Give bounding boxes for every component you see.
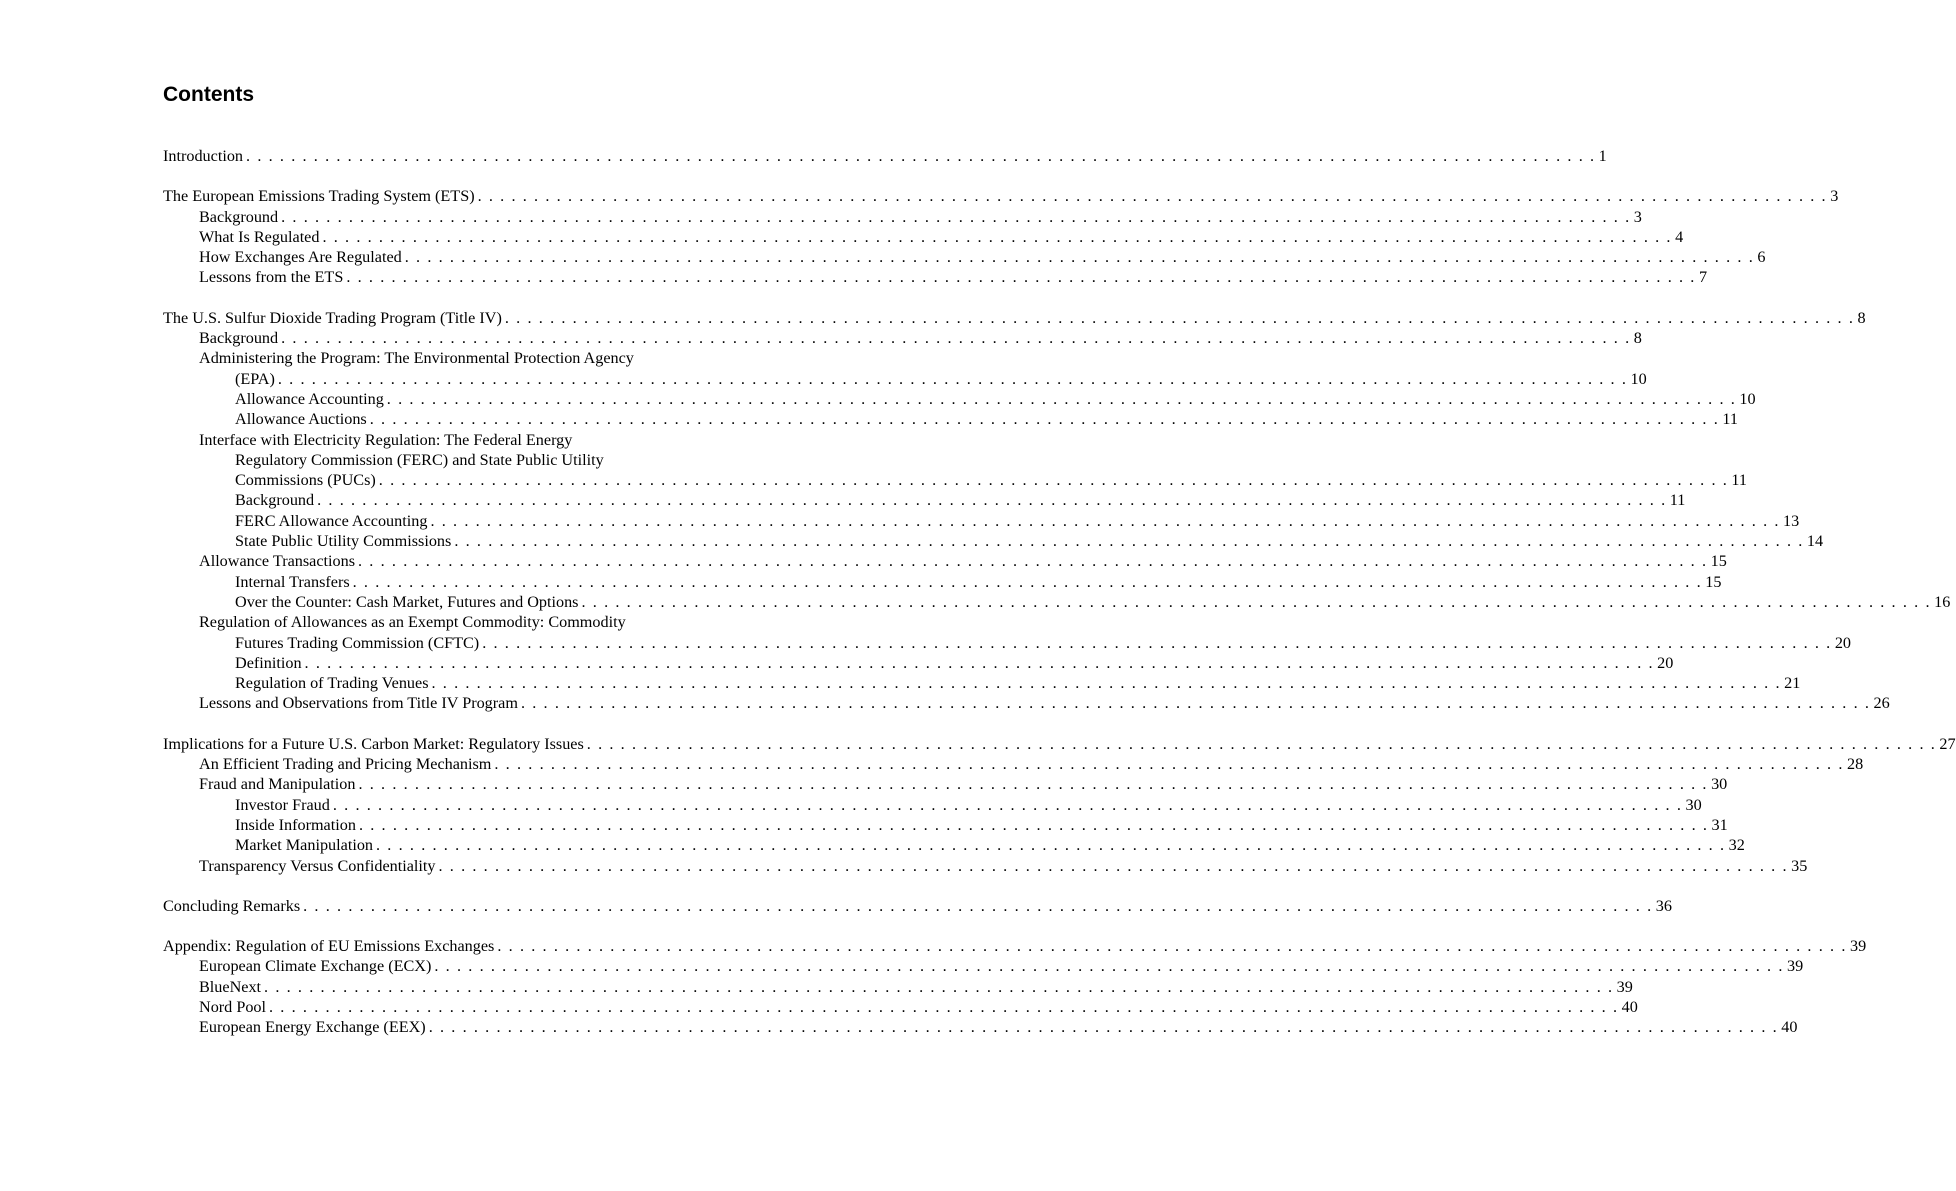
toc-entry-title: Definition xyxy=(235,653,302,672)
toc-section xyxy=(163,936,1867,1037)
toc-entry[interactable] xyxy=(163,673,1801,693)
toc-dot-leader: . . . . . . . . . . . . . . . . . . . . . . . . . . . . . . . . . . . . . . . . . . . . . . . . . . . . . . . . . . . . . . . . . . . . . . . . . . . . . . . . . . . . . . . . . . . . . . . . . . . . . . . . . . . . . . . . . . . . . . . . xyxy=(352,572,1703,591)
toc-dot-leader: . . . . . . . . . . . . . . . . . . . . . . . . . . . . . . . . . . . . . . . . . . . . . . . . . . . . . . . . . . . . . . . . . . . . . . . . . . . . . . . . . . . . . . . . . . . . . . . . . . . . . . . . . . . . . . . . . . . . . . . . xyxy=(504,308,1855,327)
toc-entry-title: An Efficient Trading and Pricing Mechanism xyxy=(199,755,492,774)
toc-dot-leader: . . . . . . . . . . . . . . . . . . . . . . . . . . . . . . . . . . . . . . . . . . . . . . . . . . . . . . . . . . . . . . . . . . . . . . . . . . . . . . . . . . . . . . . . . . . . . . . . . . . . . . . . . . . . . . . . . . . . . . . . xyxy=(281,207,1631,226)
toc-page-number: 26 xyxy=(1873,694,1890,713)
toc-entry-title: Futures Trading Commission (CFTC) xyxy=(235,633,480,652)
toc-dot-leader: . . . . . . . . . . . . . . . . . . . . . . . . . . . . . . . . . . . . . . . . . . . . . . . . . . . . . . . . . . . . . . . . . . . . . . . . . . . . . . . . . . . . . . . . . . . . . . . . . . . . . . . . . . . . . . . . . . . . . . . . xyxy=(430,511,1781,530)
toc-dot-leader: . . . . . . . . . . . . . . . . . . . . . . . . . . . . . . . . . . . . . . . . . . . . . . . . . . . . . . . . . . . . . . . . . . . . . . . . . . . . . . . . . . . . . . . . . . . . . . . . . . . . . . . . . . . . . . . . . . . . . . . . xyxy=(269,997,1619,1016)
toc-entry[interactable] xyxy=(163,207,1642,227)
toc-entry-title: Lessons from the ETS xyxy=(199,268,344,287)
toc-entry-title: Nord Pool xyxy=(199,997,267,1016)
toc-dot-leader: . . . . . . . . . . . . . . . . . . . . . . . . . . . . . . . . . . . . . . . . . . . . . . . . . . . . . . . . . . . . . . . . . . . . . . . . . . . . . . . . . . . . . . . . . . . . . . . . . . . . . . . . . . . . . . . . . . . . . . . . xyxy=(477,187,1828,206)
toc-entry-text: Regulation of Allowances as an Exempt Commodity: Commodity xyxy=(199,613,626,632)
toc-page-number: 11 xyxy=(1722,410,1738,429)
toc-entry[interactable] xyxy=(163,409,1738,429)
toc-entry[interactable] xyxy=(163,815,1728,835)
toc-entry[interactable] xyxy=(163,369,1647,389)
toc-entry[interactable] xyxy=(163,186,1839,206)
toc-entry-title: Over the Counter: Cash Market, Futures and Options xyxy=(235,592,579,611)
toc-section xyxy=(163,308,1951,714)
toc-page-number: 13 xyxy=(1783,511,1800,530)
toc-dot-leader: . . . . . . . . . . . . . . . . . . . . . . . . . . . . . . . . . . . . . . . . . . . . . . . . . . . . . . . . . . . . . . . . . . . . . . . . . . . . . . . . . . . . . . . . . . . . . . . . . . . . . . . . . . . . . . . . . . . . . . . . xyxy=(378,471,1729,490)
toc-dot-leader: . . . . . . . . . . . . . . . . . . . . . . . . . . . . . . . . . . . . . . . . . . . . . . . . . . . . . . . . . . . . . . . . . . . . . . . . . . . . . . . . . . . . . . . . . . . . . . . . . . . . . . . . . . . . . . . . . . . . . . . . xyxy=(431,674,1782,693)
toc-page-number: 11 xyxy=(1669,491,1686,510)
toc-entry-title: Introduction xyxy=(163,147,244,165)
toc-entry-title: (EPA) xyxy=(235,369,275,388)
page-title: Contents xyxy=(163,83,254,106)
toc-page-number: 11 xyxy=(1731,471,1747,490)
toc-entry-title: State Public Utility Commissions xyxy=(235,532,452,551)
toc-page-number: 15 xyxy=(1705,572,1722,591)
toc-page-number: 3 xyxy=(1633,207,1642,226)
toc-page-number: 40 xyxy=(1781,1018,1798,1037)
toc-page-number: 3 xyxy=(1830,187,1839,206)
toc-dot-leader: . . . . . . . . . . . . . . . . . . . . . . . . . . . . . . . . . . . . . . . . . . . . . . . . . . . . . . . . . . . . . . . . . . . . . . . . . . . . . . . . . . . . . . . . . . . . . . . . . . . . . . . . . . . . . . . . . . . . . . . . xyxy=(346,268,1696,287)
toc-dot-leader: . . . . . . . . . . . . . . . . . . . . . . . . . . . . . . . . . . . . . . . . . . . . . . . . . . . . . . . . . . . . . . . . . . . . . . . . . . . . . . . . . . . . . . . . . . . . . . . . . . . . . . . . . . . . . . . . . . . . . . . . xyxy=(317,491,1667,510)
toc-entry-title: What Is Regulated xyxy=(199,227,320,246)
toc-entry[interactable] xyxy=(163,774,1728,794)
table-of-contents xyxy=(163,146,1956,1058)
toc-entry-title: Appendix: Regulation of EU Emissions Exchanges xyxy=(163,937,495,956)
toc-dot-leader: . . . . . . . . . . . . . . . . . . . . . . . . . . . . . . . . . . . . . . . . . . . . . . . . . . . . . . . . . . . . . . . . . . . . . . . . . . . . . . . . . . . . . . . . . . . . . . . . . . . . . . . . . . . . . . . . . . . . . . . . xyxy=(358,775,1709,794)
toc-entry[interactable] xyxy=(163,227,1684,247)
toc-page-number: 39 xyxy=(1616,977,1633,996)
toc-entry-title: Background xyxy=(235,491,315,510)
toc-entry[interactable] xyxy=(163,592,1951,612)
toc-entry[interactable] xyxy=(163,551,1727,571)
toc-dot-leader: . . . . . . . . . . . . . . . . . . . . . . . . . . . . . . . . . . . . . . . . . . . . . . . . . . . . . . . . . . . . . . . . . . . . . . . . . . . . . . . . . . . . . . . . . . . . . . . . . . . . . . . . . . . . . . . . . . . . . . . . xyxy=(497,937,1847,956)
toc-page-number: 14 xyxy=(1806,532,1824,551)
toc-entry[interactable] xyxy=(163,835,1745,855)
toc-entry[interactable] xyxy=(163,734,1956,754)
toc-page-number: 7 xyxy=(1698,268,1708,287)
toc-page-number: 8 xyxy=(1857,308,1866,327)
toc-entry[interactable] xyxy=(163,511,1800,531)
toc-entry-text: Interface with Electricity Regulation: The Federal Energy xyxy=(199,430,573,449)
toc-entry[interactable] xyxy=(163,146,1607,166)
toc-section xyxy=(163,734,1956,876)
toc-dot-leader: . . . . . . . . . . . . . . . . . . . . . . . . . . . . . . . . . . . . . . . . . . . . . . . . . . . . . . . . . . . . . . . . . . . . . . . . . . . . . . . . . . . . . . . . . . . . . . . . . . . . . . . . . . . . . . . . . . . . . . . . xyxy=(520,694,1871,713)
toc-page-number: 28 xyxy=(1847,755,1864,774)
toc-entry[interactable] xyxy=(163,308,1866,328)
toc-page-number: 39 xyxy=(1787,957,1804,976)
toc-dot-leader: . . . . . . . . . . . . . . . . . . . . . . . . . . . . . . . . . . . . . . . . . . . . . . . . . . . . . . . . . . . . . . . . . . . . . . . . . . . . . . . . . . . . . . . . . . . . . . . . . . . . . . . . . . . . . . . . . . . . . . . . xyxy=(428,1018,1779,1037)
toc-entry[interactable] xyxy=(163,633,1851,653)
toc-entry-title: How Exchanges Are Regulated xyxy=(199,248,402,267)
toc-dot-leader: . . . . . . . . . . . . . . . . . . . . . . . . . . . . . . . . . . . . . . . . . . . . . . . . . . . . . . . . . . . . . . . . . . . . . . . . . . . . . . . . . . . . . . . . . . . . . . . . . . . . . . . . . . . . . . . . . . . . . . . . xyxy=(277,369,1628,388)
toc-entry-title: Background xyxy=(199,329,279,348)
toc-entry-title: European Energy Exchange (EEX) xyxy=(199,1018,426,1037)
toc-dot-leader: . . . . . . . . . . . . . . . . . . . . . . . . . . . . . . . . . . . . . . . . . . . . . . . . . . . . . . . . . . . . . . . . . . . . . . . . . . . . . . . . . . . . . . . . . . . . . . . . . . . . . . . . . . . . . . . . . . . . . . . . xyxy=(264,977,1614,996)
toc-entry[interactable] xyxy=(163,1017,1798,1037)
toc-entry-title: Commissions (PUCs) xyxy=(235,471,376,490)
toc-entry[interactable] xyxy=(163,470,1747,490)
toc-page-number: 39 xyxy=(1849,937,1867,956)
toc-dot-leader: . . . . . . . . . . . . . . . . . . . . . . . . . . . . . . . . . . . . . . . . . . . . . . . . . . . . . . . . . . . . . . . . . . . . . . . . . . . . . . . . . . . . . . . . . . . . . . . . . . . . . . . . . . . . . . . . . . . . . . . . xyxy=(434,957,1784,976)
toc-section xyxy=(163,186,1839,287)
toc-entry-title: Inside Information xyxy=(235,815,356,834)
toc-page-number: 4 xyxy=(1675,227,1684,246)
toc-entry[interactable] xyxy=(163,977,1633,997)
toc-entry-title: Allowance Accounting xyxy=(235,389,384,408)
toc-dot-leader: . . . . . . . . . . . . . . . . . . . . . . . . . . . . . . . . . . . . . . . . . . . . . . . . . . . . . . . . . . . . . . . . . . . . . . . . . . . . . . . . . . . . . . . . . . . . . . . . . . . . . . . . . . . . . . . . . . . . . . . . xyxy=(454,532,1804,551)
toc-entry[interactable] xyxy=(163,490,1686,510)
toc-entry-text: Regulatory Commission (FERC) and State Public Utility xyxy=(235,450,604,469)
toc-entry-text: Administering the Program: The Environmental Protection Agency xyxy=(199,349,634,368)
toc-dot-leader: . . . . . . . . . . . . . . . . . . . . . . . . . . . . . . . . . . . . . . . . . . . . . . . . . . . . . . . . . . . . . . . . . . . . . . . . . . . . . . . . . . . . . . . . . . . . . . . . . . . . . . . . . . . . . . . . . . . . . . . . xyxy=(303,896,1653,915)
toc-dot-leader: . . . . . . . . . . . . . . . . . . . . . . . . . . . . . . . . . . . . . . . . . . . . . . . . . . . . . . . . . . . . . . . . . . . . . . . . . . . . . . . . . . . . . . . . . . . . . . . . . . . . . . . . . . . . . . . . . . . . . . . . xyxy=(369,410,1720,429)
toc-entry-title: Background xyxy=(199,207,279,226)
toc-dot-leader: . . . . . . . . . . . . . . . . . . . . . . . . . . . . . . . . . . . . . . . . . . . . . . . . . . . . . . . . . . . . . . . . . . . . . . . . . . . . . . . . . . . . . . . . . . . . . . . . . . . . . . . . . . . . . . . . . . . . . . . . xyxy=(376,836,1726,855)
toc-dot-leader: . . . . . . . . . . . . . . . . . . . . . . . . . . . . . . . . . . . . . . . . . . . . . . . . . . . . . . . . . . . . . . . . . . . . . . . . . . . . . . . . . . . . . . . . . . . . . . . . . . . . . . . . . . . . . . . . . . . . . . . . xyxy=(322,227,1673,246)
toc-page-number: 31 xyxy=(1711,815,1728,834)
toc-dot-leader: . . . . . . . . . . . . . . . . . . . . . . . . . . . . . . . . . . . . . . . . . . . . . . . . . . . . . . . . . . . . . . . . . . . . . . . . . . . . . . . . . . . . . . . . . . . . . . . . . . . . . . . . . . . . . . . . . . . . . . . . xyxy=(386,389,1737,408)
toc-dot-leader: . . . . . . . . . . . . . . . . . . . . . . . . . . . . . . . . . . . . . . . . . . . . . . . . . . . . . . . . . . . . . . . . . . . . . . . . . . . . . . . . . . . . . . . . . . . . . . . . . . . . . . . . . . . . . . . . . . . . . . . . xyxy=(581,592,1932,611)
toc-entry-title: The European Emissions Trading System (ETS) xyxy=(163,187,475,206)
toc-entry[interactable] xyxy=(163,936,1867,956)
toc-page-number: 30 xyxy=(1685,795,1702,814)
toc-entry-title: FERC Allowance Accounting xyxy=(235,511,428,530)
toc-page-number: 10 xyxy=(1630,369,1647,388)
toc-entry[interactable] xyxy=(163,693,1890,713)
toc-page-number: 40 xyxy=(1621,997,1638,1016)
toc-page-number: 21 xyxy=(1784,674,1801,693)
toc-entry[interactable] xyxy=(163,389,1756,409)
toc-entry-title: Transparency Versus Confidentiality xyxy=(199,856,436,875)
toc-page-number: 35 xyxy=(1791,856,1808,875)
toc-dot-leader: . . . . . . . . . . . . . . . . . . . . . . . . . . . . . . . . . . . . . . . . . . . . . . . . . . . . . . . . . . . . . . . . . . . . . . . . . . . . . . . . . . . . . . . . . . . . . . . . . . . . . . . . . . . . . . . . . . . . . . . . xyxy=(332,795,1683,814)
toc-entry-title: Implications for a Future U.S. Carbon Market: Regulatory Issues xyxy=(163,734,584,753)
toc-section xyxy=(163,896,1672,916)
toc-page-number: 10 xyxy=(1739,389,1756,408)
toc-page-number: 1 xyxy=(1598,147,1607,165)
toc-dot-leader: . . . . . . . . . . . . . . . . . . . . . . . . . . . . . . . . . . . . . . . . . . . . . . . . . . . . . . . . . . . . . . . . . . . . . . . . . . . . . . . . . . . . . . . . . . . . . . . . . . . . . . . . . . . . . . . . . . . . . . . . xyxy=(438,856,1789,875)
toc-dot-leader: . . . . . . . . . . . . . . . . . . . . . . . . . . . . . . . . . . . . . . . . . . . . . . . . . . . . . . . . . . . . . . . . . . . . . . . . . . . . . . . . . . . . . . . . . . . . . . . . . . . . . . . . . . . . . . . . . . . . . . . . xyxy=(281,329,1631,348)
toc-entry-title: Fraud and Manipulation xyxy=(199,775,356,794)
toc-entry-title: Market Manipulation xyxy=(235,836,374,855)
toc-entry[interactable] xyxy=(163,572,1722,592)
toc-page-number: 6 xyxy=(1757,248,1766,267)
toc-entry[interactable] xyxy=(163,653,1674,673)
toc-page-number: 16 xyxy=(1934,592,1951,611)
toc-page-number: 15 xyxy=(1710,552,1727,571)
toc-entry-title: Internal Transfers xyxy=(235,572,350,591)
toc-page-number: 20 xyxy=(1834,633,1851,652)
toc-page-number: 27 xyxy=(1939,734,1956,753)
toc-entry-title: Lessons and Observations from Title IV Program xyxy=(199,694,518,713)
toc-dot-leader: . . . . . . . . . . . . . . . . . . . . . . . . . . . . . . . . . . . . . . . . . . . . . . . . . . . . . . . . . . . . . . . . . . . . . . . . . . . . . . . . . . . . . . . . . . . . . . . . . . . . . . . . . . . . . . . . . . . . . . . . xyxy=(246,147,1596,165)
toc-entry[interactable] xyxy=(163,247,1766,267)
toc-entry[interactable] xyxy=(163,531,1824,551)
toc-entry-title: Concluding Remarks xyxy=(163,896,301,915)
toc-entry[interactable] xyxy=(163,856,1808,876)
toc-entry[interactable] xyxy=(163,795,1702,815)
toc-page-number: 32 xyxy=(1728,836,1745,855)
toc-entry[interactable] xyxy=(163,328,1642,348)
toc-dot-leader: . . . . . . . . . . . . . . . . . . . . . . . . . . . . . . . . . . . . . . . . . . . . . . . . . . . . . . . . . . . . . . . . . . . . . . . . . . . . . . . . . . . . . . . . . . . . . . . . . . . . . . . . . . . . . . . . . . . . . . . . xyxy=(358,815,1709,834)
toc-entry[interactable] xyxy=(163,997,1638,1017)
toc-section xyxy=(163,146,1607,166)
toc-entry-title: Investor Fraud xyxy=(235,795,330,814)
toc-dot-leader: . . . . . . . . . . . . . . . . . . . . . . . . . . . . . . . . . . . . . . . . . . . . . . . . . . . . . . . . . . . . . . . . . . . . . . . . . . . . . . . . . . . . . . . . . . . . . . . . . . . . . . . . . . . . . . . . . . . . . . . . xyxy=(482,633,1832,652)
toc-dot-leader: . . . . . . . . . . . . . . . . . . . . . . . . . . . . . . . . . . . . . . . . . . . . . . . . . . . . . . . . . . . . . . . . . . . . . . . . . . . . . . . . . . . . . . . . . . . . . . . . . . . . . . . . . . . . . . . . . . . . . . . . xyxy=(304,653,1655,672)
toc-entry[interactable] xyxy=(163,956,1804,976)
toc-page-number: 8 xyxy=(1633,329,1642,348)
toc-dot-leader: . . . . . . . . . . . . . . . . . . . . . . . . . . . . . . . . . . . . . . . . . . . . . . . . . . . . . . . . . . . . . . . . . . . . . . . . . . . . . . . . . . . . . . . . . . . . . . . . . . . . . . . . . . . . . . . . . . . . . . . . xyxy=(586,734,1937,753)
toc-entry-title: European Climate Exchange (ECX) xyxy=(199,957,432,976)
toc-entry-title: Regulation of Trading Venues xyxy=(235,674,429,693)
toc-entry-title: Allowance Transactions xyxy=(199,552,356,571)
toc-entry[interactable] xyxy=(163,896,1672,916)
toc-page-number: 30 xyxy=(1711,775,1728,794)
toc-entry-title: Allowance Auctions xyxy=(235,410,367,429)
toc-page-number: 36 xyxy=(1655,896,1672,915)
toc-entry-title: BlueNext xyxy=(199,977,262,996)
toc-entry[interactable] xyxy=(163,754,1864,774)
toc-dot-leader: . . . . . . . . . . . . . . . . . . . . . . . . . . . . . . . . . . . . . . . . . . . . . . . . . . . . . . . . . . . . . . . . . . . . . . . . . . . . . . . . . . . . . . . . . . . . . . . . . . . . . . . . . . . . . . . . . . . . . . . . xyxy=(494,755,1844,774)
toc-entry[interactable] xyxy=(163,267,1708,287)
toc-dot-leader: . . . . . . . . . . . . . . . . . . . . . . . . . . . . . . . . . . . . . . . . . . . . . . . . . . . . . . . . . . . . . . . . . . . . . . . . . . . . . . . . . . . . . . . . . . . . . . . . . . . . . . . . . . . . . . . . . . . . . . . . xyxy=(358,552,1708,571)
toc-entry-title: The U.S. Sulfur Dioxide Trading Program (Title IV) xyxy=(163,308,502,327)
toc-page-number: 20 xyxy=(1657,653,1674,672)
toc-dot-leader: . . . . . . . . . . . . . . . . . . . . . . . . . . . . . . . . . . . . . . . . . . . . . . . . . . . . . . . . . . . . . . . . . . . . . . . . . . . . . . . . . . . . . . . . . . . . . . . . . . . . . . . . . . . . . . . . . . . . . . . . xyxy=(404,248,1755,267)
